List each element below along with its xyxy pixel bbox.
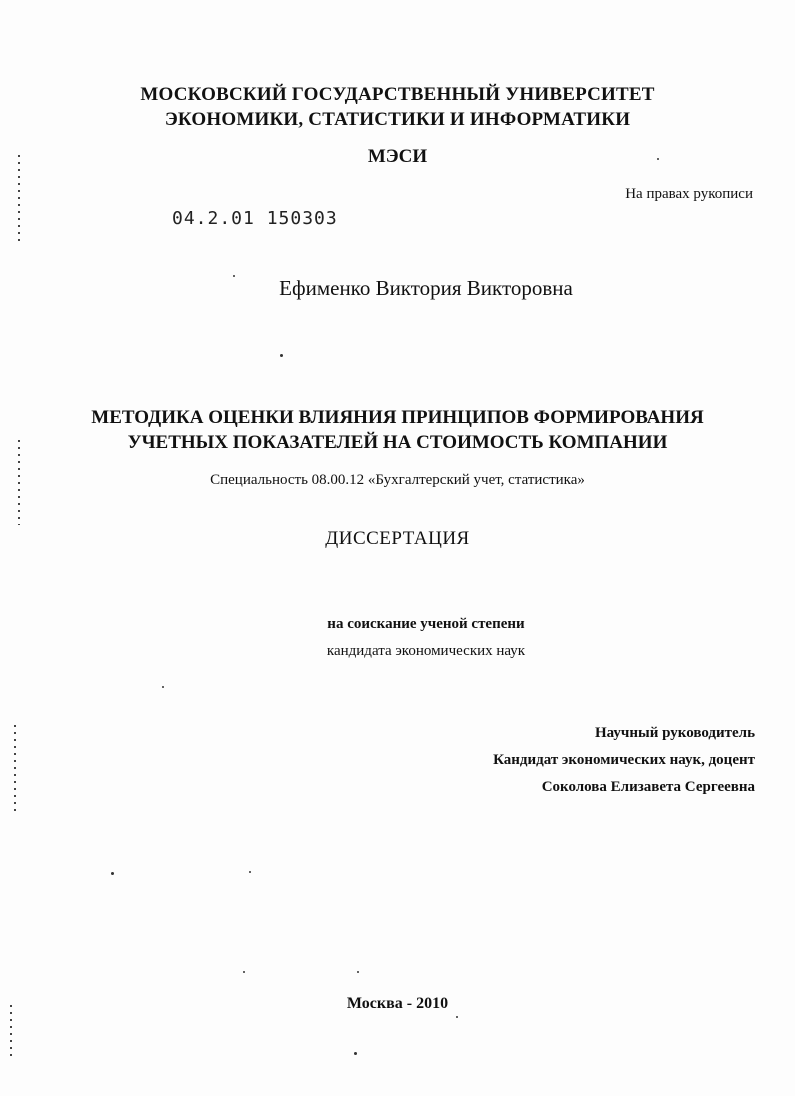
- city-year: Москва - 2010: [346, 995, 449, 1012]
- university-name-line-1: МОСКОВСКИЙ ГОСУДАРСТВЕННЫЙ УНИВЕРСИТЕТ: [140, 84, 655, 105]
- rights-note: На правах рукописи: [625, 186, 753, 202]
- scan-margin-mark: [18, 440, 20, 525]
- scan-margin-mark: [18, 155, 20, 245]
- scan-margin-mark: [10, 1005, 12, 1060]
- catalog-code: 04.2.01 150303: [172, 208, 338, 229]
- university-abbreviation: МЭСИ: [367, 146, 428, 167]
- degree-line-2: кандидата экономических наук: [326, 643, 526, 659]
- scan-speck: [233, 275, 235, 277]
- scan-speck: [354, 1052, 357, 1055]
- scan-speck: [280, 354, 283, 357]
- scan-speck: [249, 871, 251, 873]
- dissertation-title-line-2: УЧЕТНЫХ ПОКАЗАТЕЛЕЙ НА СТОИМОСТЬ КОМПАНИИ: [127, 432, 668, 453]
- degree-line-1: на соискание ученой степени: [327, 616, 525, 632]
- advisor-rank: Кандидат экономических наук, доцент: [493, 752, 755, 768]
- scan-speck: [357, 971, 359, 973]
- scan-speck: [657, 158, 659, 160]
- specialty: Специальность 08.00.12 «Бухгалтерский учет, статистика»: [210, 472, 585, 488]
- scan-speck: [162, 686, 164, 688]
- university-name: [0, 82, 795, 132]
- scan-speck: [111, 872, 114, 875]
- dissertation-title-line-1: МЕТОДИКА ОЦЕНКИ ВЛИЯНИЯ ПРИНЦИПОВ ФОРМИРОВАНИЯ: [91, 407, 704, 428]
- dissertation-title: [0, 405, 795, 455]
- document-type: ДИССЕРТАЦИЯ: [325, 528, 470, 549]
- university-name-line-2: ЭКОНОМИКИ, СТАТИСТИКИ И ИНФОРМАТИКИ: [164, 109, 631, 130]
- advisor-name: Соколова Елизавета Сергеевна: [541, 779, 755, 795]
- scan-margin-mark: [14, 725, 16, 815]
- advisor-role: Научный руководитель: [595, 725, 755, 741]
- scan-speck: [243, 971, 245, 973]
- scan-speck: [456, 1016, 458, 1018]
- author-name: Ефименко Виктория Викторовна: [279, 276, 573, 300]
